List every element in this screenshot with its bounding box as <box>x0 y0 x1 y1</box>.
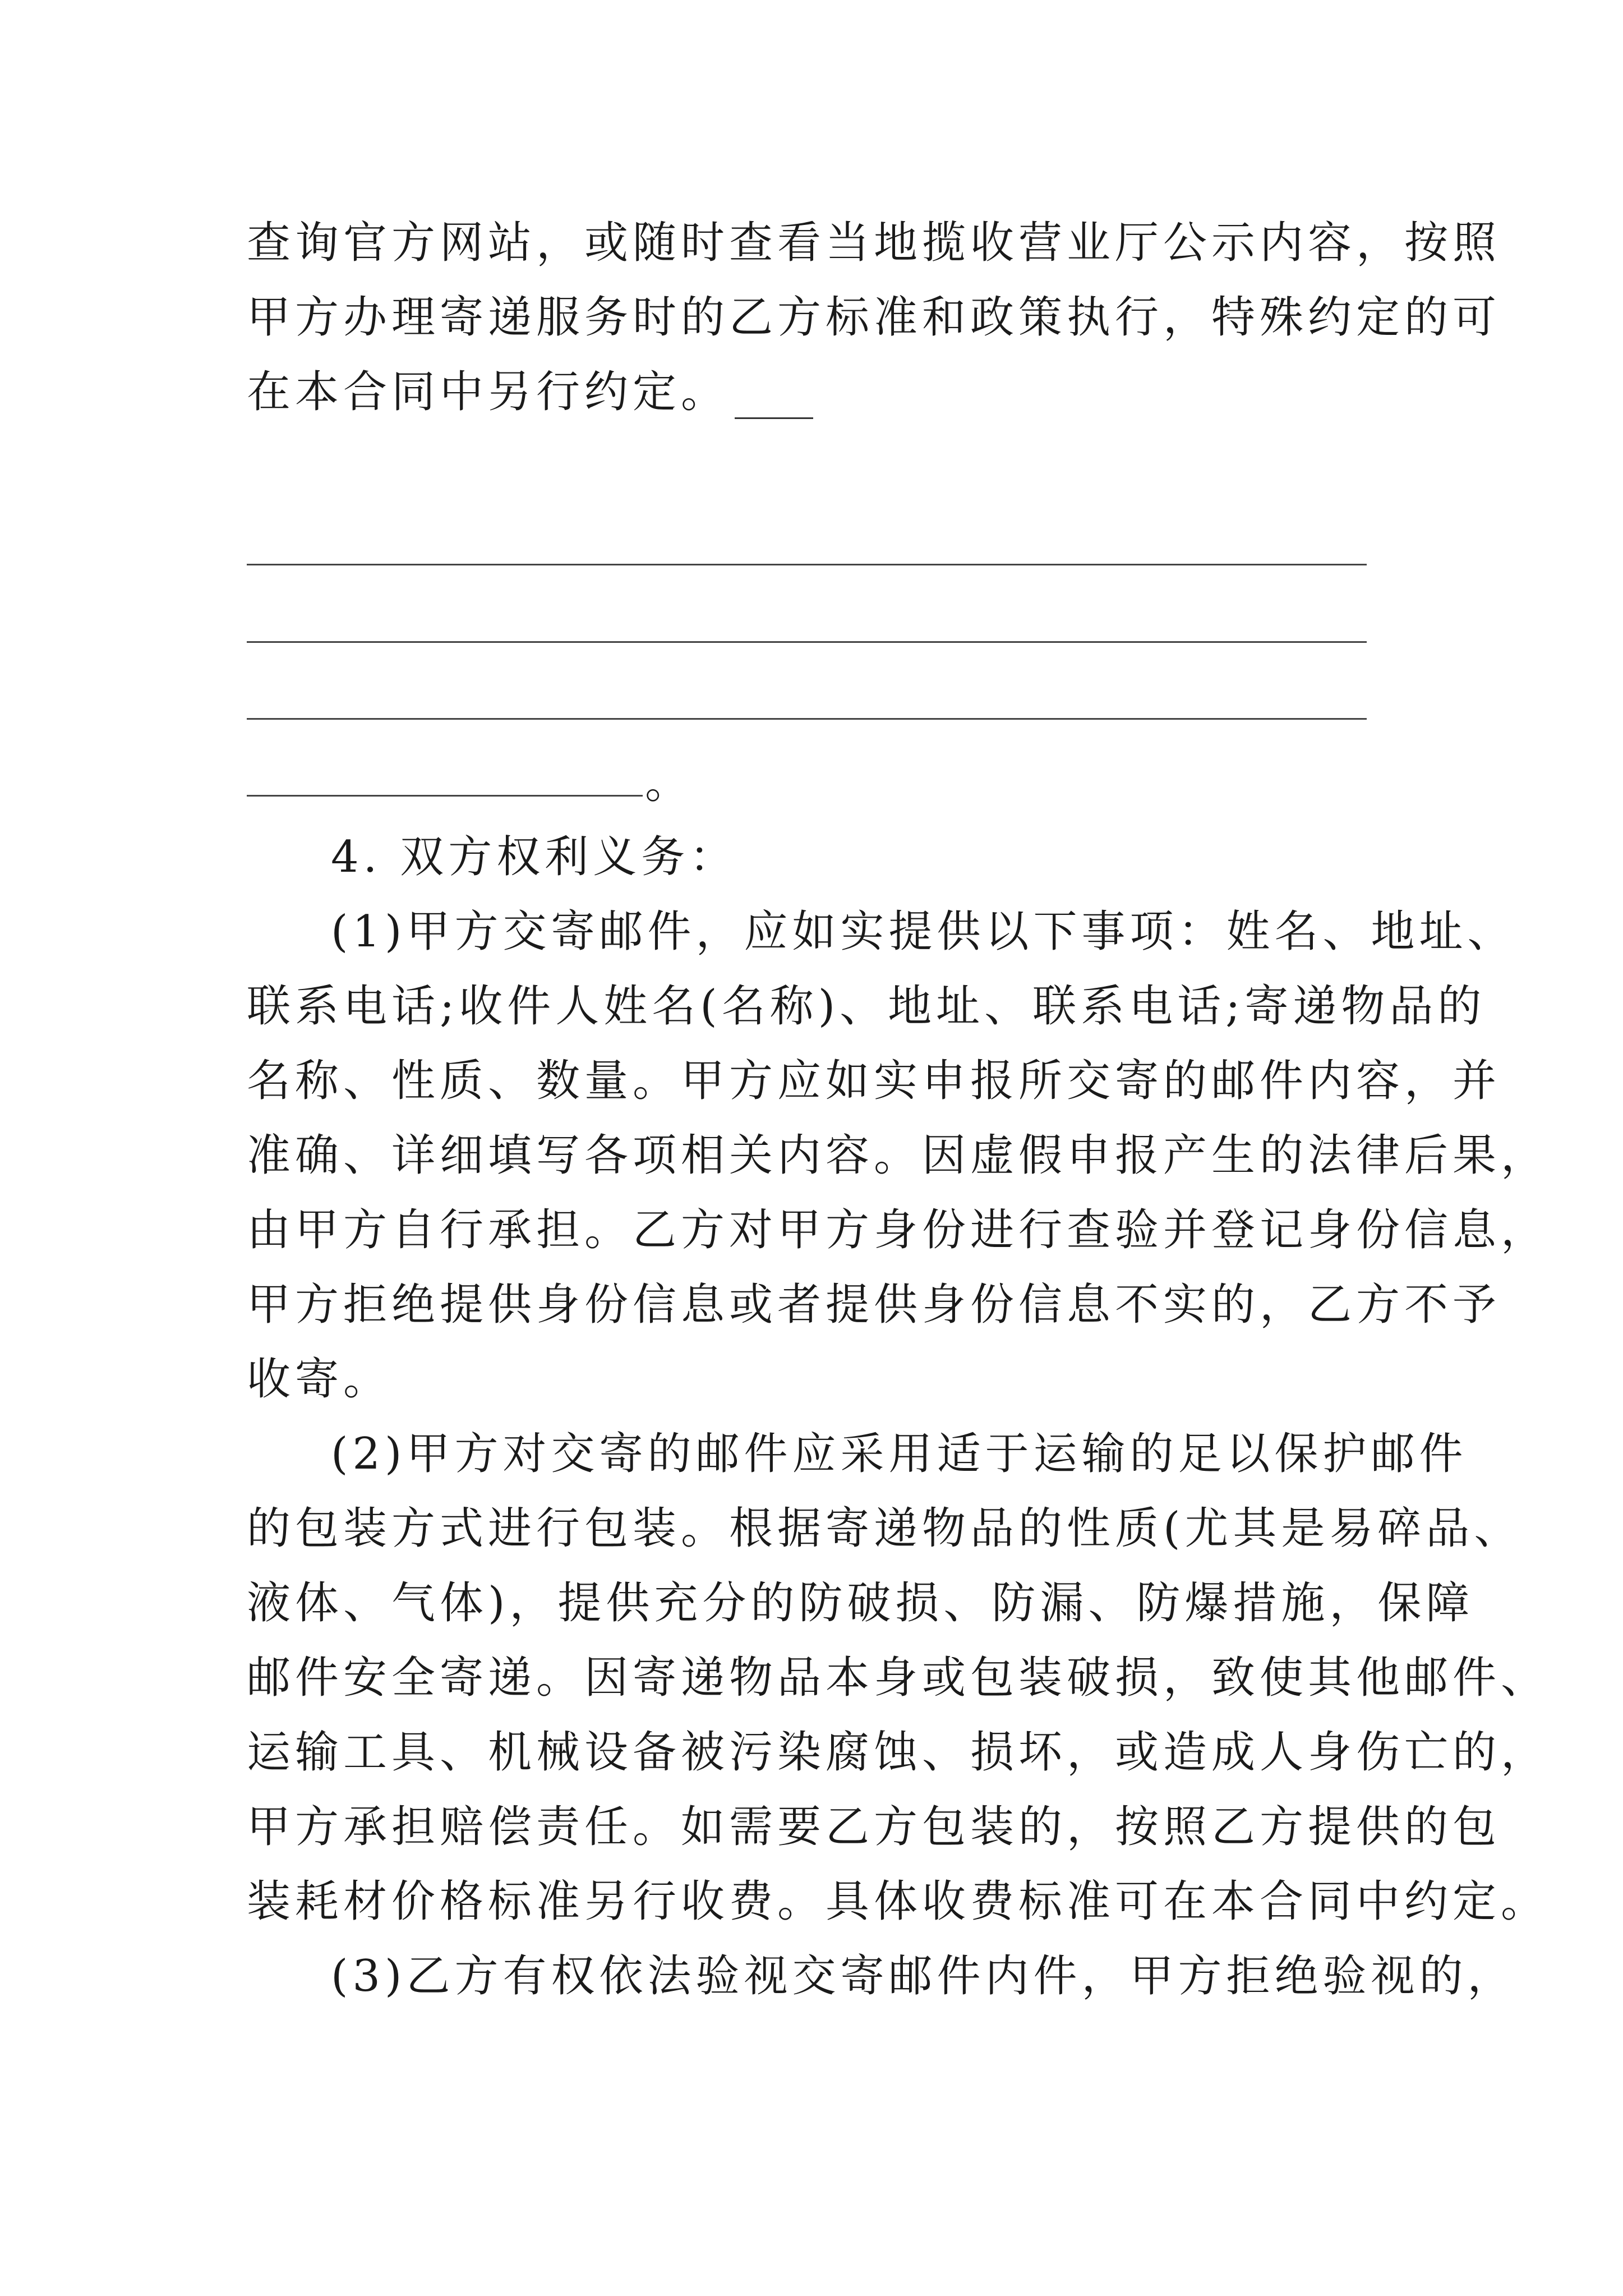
text-line: 查询官方网站，或随时查看当地揽收营业厅公示内容，按照 <box>247 218 1501 268</box>
text-line: 液体、气体)，提供充分的防破损、防漏、防爆措施，保障 <box>247 1578 1474 1628</box>
blank-period: 。 <box>645 758 689 808</box>
text-line: (1)甲方交寄邮件，应如实提供以下事项：姓名、地址、 <box>331 907 1516 957</box>
fill-in-rule <box>247 641 1367 643</box>
fill-in-rule <box>247 564 1367 565</box>
text-line: 邮件安全寄递。因寄递物品本身或包装破损，致使其他邮件、 <box>247 1653 1550 1703</box>
text-line <box>247 365 813 419</box>
fill-in-rule <box>247 718 1367 720</box>
section-heading: 4. 双方权利义务： <box>331 832 738 882</box>
text-line: 联系电话;收件人姓名(名称)、地址、联系电话;寄递物品的 <box>247 981 1486 1032</box>
text-line: 运输工具、机械设备被污染腐蚀、损坏，或造成人身伤亡的， <box>247 1727 1550 1778</box>
fill-in-rule <box>247 795 643 797</box>
text-line: 的包装方式进行包装。根据寄递物品的性质(尤其是易碎品、 <box>247 1503 1523 1554</box>
text-line: (2)甲方对交寄的邮件应采用适于运输的足以保护邮件 <box>331 1429 1468 1479</box>
text-line: 由甲方自行承担。乙方对甲方身份进行查验并登记身份信息， <box>247 1205 1550 1255</box>
text-line: (3)乙方有权依法验视交寄邮件内件，甲方拒绝验视的， <box>331 1951 1516 2001</box>
text-line: 甲方承担赔偿责任。如需要乙方包装的，按照乙方提供的包 <box>247 1802 1501 1852</box>
text-line: 收寄。 <box>247 1354 392 1405</box>
text-span: 在本合同中另行约定。 <box>247 367 730 417</box>
text-line: 装耗材价格标准另行收费。具体收费标准可在本合同中约定。 <box>247 1876 1550 1927</box>
text-line: 准确、详细填写各项相关内容。因虚假申报产生的法律后果， <box>247 1130 1550 1181</box>
text-line: 名称、性质、数量。甲方应如实申报所交寄的邮件内容，并 <box>247 1056 1501 1106</box>
fill-blank <box>735 378 813 419</box>
text-line: 甲方拒绝提供身份信息或者提供身份信息不实的，乙方不予 <box>247 1280 1501 1330</box>
text-line: 甲方办理寄递服务时的乙方标准和政策执行，特殊约定的可 <box>247 292 1501 343</box>
